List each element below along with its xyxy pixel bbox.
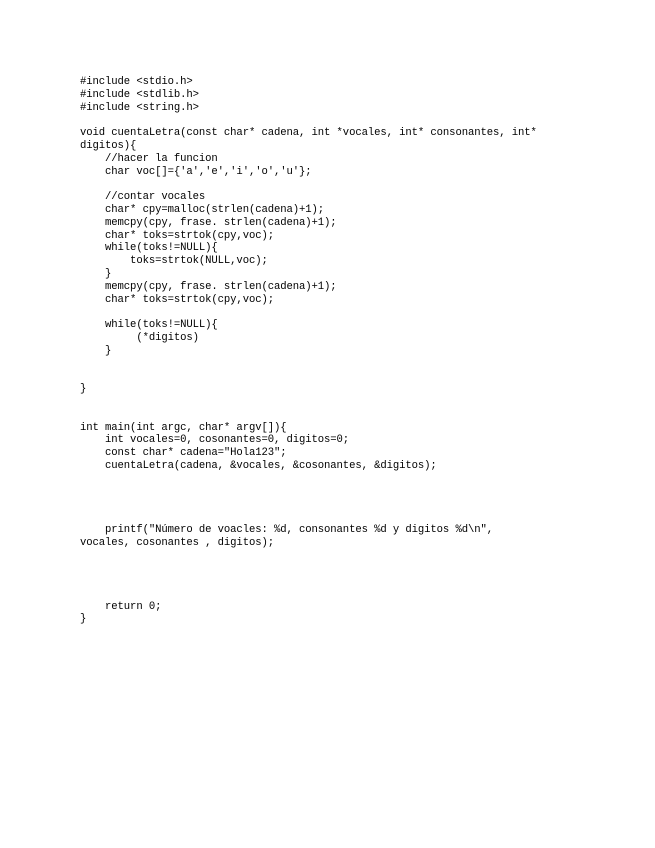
code-line: char* toks=strtok(cpy,voc); <box>80 229 274 242</box>
code-line: vocales, cosonantes , digitos); <box>80 536 274 549</box>
code-line <box>80 178 640 191</box>
code-line: char* toks=strtok(cpy,voc); <box>80 293 274 306</box>
code-line: #include <stdlib.h> <box>80 88 199 101</box>
code-line: } <box>80 613 87 626</box>
code-line: while(toks!=NULL){ <box>80 319 218 332</box>
code-line: #include <stdio.h> <box>80 76 193 88</box>
code-line: (*digitos) <box>80 331 199 344</box>
code-line: cuentaLetra(cadena, &vocales, &cosonantes, &digitos); <box>80 459 437 472</box>
code-line: int vocales=0, cosonantes=0, digitos=0; <box>80 434 350 447</box>
code-line: toks=strtok(NULL,voc); <box>80 255 268 268</box>
code-line: digitos){ <box>80 139 137 152</box>
code-line <box>80 358 640 371</box>
code-line <box>80 511 640 524</box>
code-line <box>80 575 640 588</box>
code-listing <box>80 76 640 626</box>
code-line: return 0; <box>80 600 162 613</box>
code-line: #include <string.h> <box>80 101 199 114</box>
code-line <box>80 549 640 562</box>
code-line: } <box>80 383 87 396</box>
code-line: //hacer la funcion <box>80 152 218 165</box>
code-line <box>80 588 640 601</box>
code-line <box>80 498 640 511</box>
code-line <box>80 562 640 575</box>
code-line: } <box>80 344 112 357</box>
code-line <box>80 114 640 127</box>
code-line <box>80 370 640 383</box>
code-line: memcpy(cpy, frase. strlen(cadena)+1); <box>80 280 337 293</box>
code-line <box>80 409 640 422</box>
code-line: while(toks!=NULL){ <box>80 242 218 255</box>
code-line: int main(int argc, char* argv[]){ <box>80 421 287 434</box>
code-line <box>80 486 640 499</box>
code-line: char* cpy=malloc(strlen(cadena)+1); <box>80 203 325 216</box>
code-line <box>80 473 640 486</box>
code-line <box>80 306 640 319</box>
code-line: printf("Número de voacles: %d, consonantes %d y digitos %d\n", <box>80 523 493 536</box>
code-line: memcpy(cpy, frase. strlen(cadena)+1); <box>80 216 337 229</box>
code-line: } <box>80 267 112 280</box>
code-line: void cuentaLetra(const char* cadena, int *vocales, int* consonantes, int* <box>80 127 537 140</box>
code-line: const char* cadena="Hola123"; <box>80 447 287 460</box>
code-line: char voc[]={'a','e','i','o','u'}; <box>80 165 312 178</box>
code-line: //contar vocales <box>80 191 206 204</box>
code-line <box>80 396 640 409</box>
